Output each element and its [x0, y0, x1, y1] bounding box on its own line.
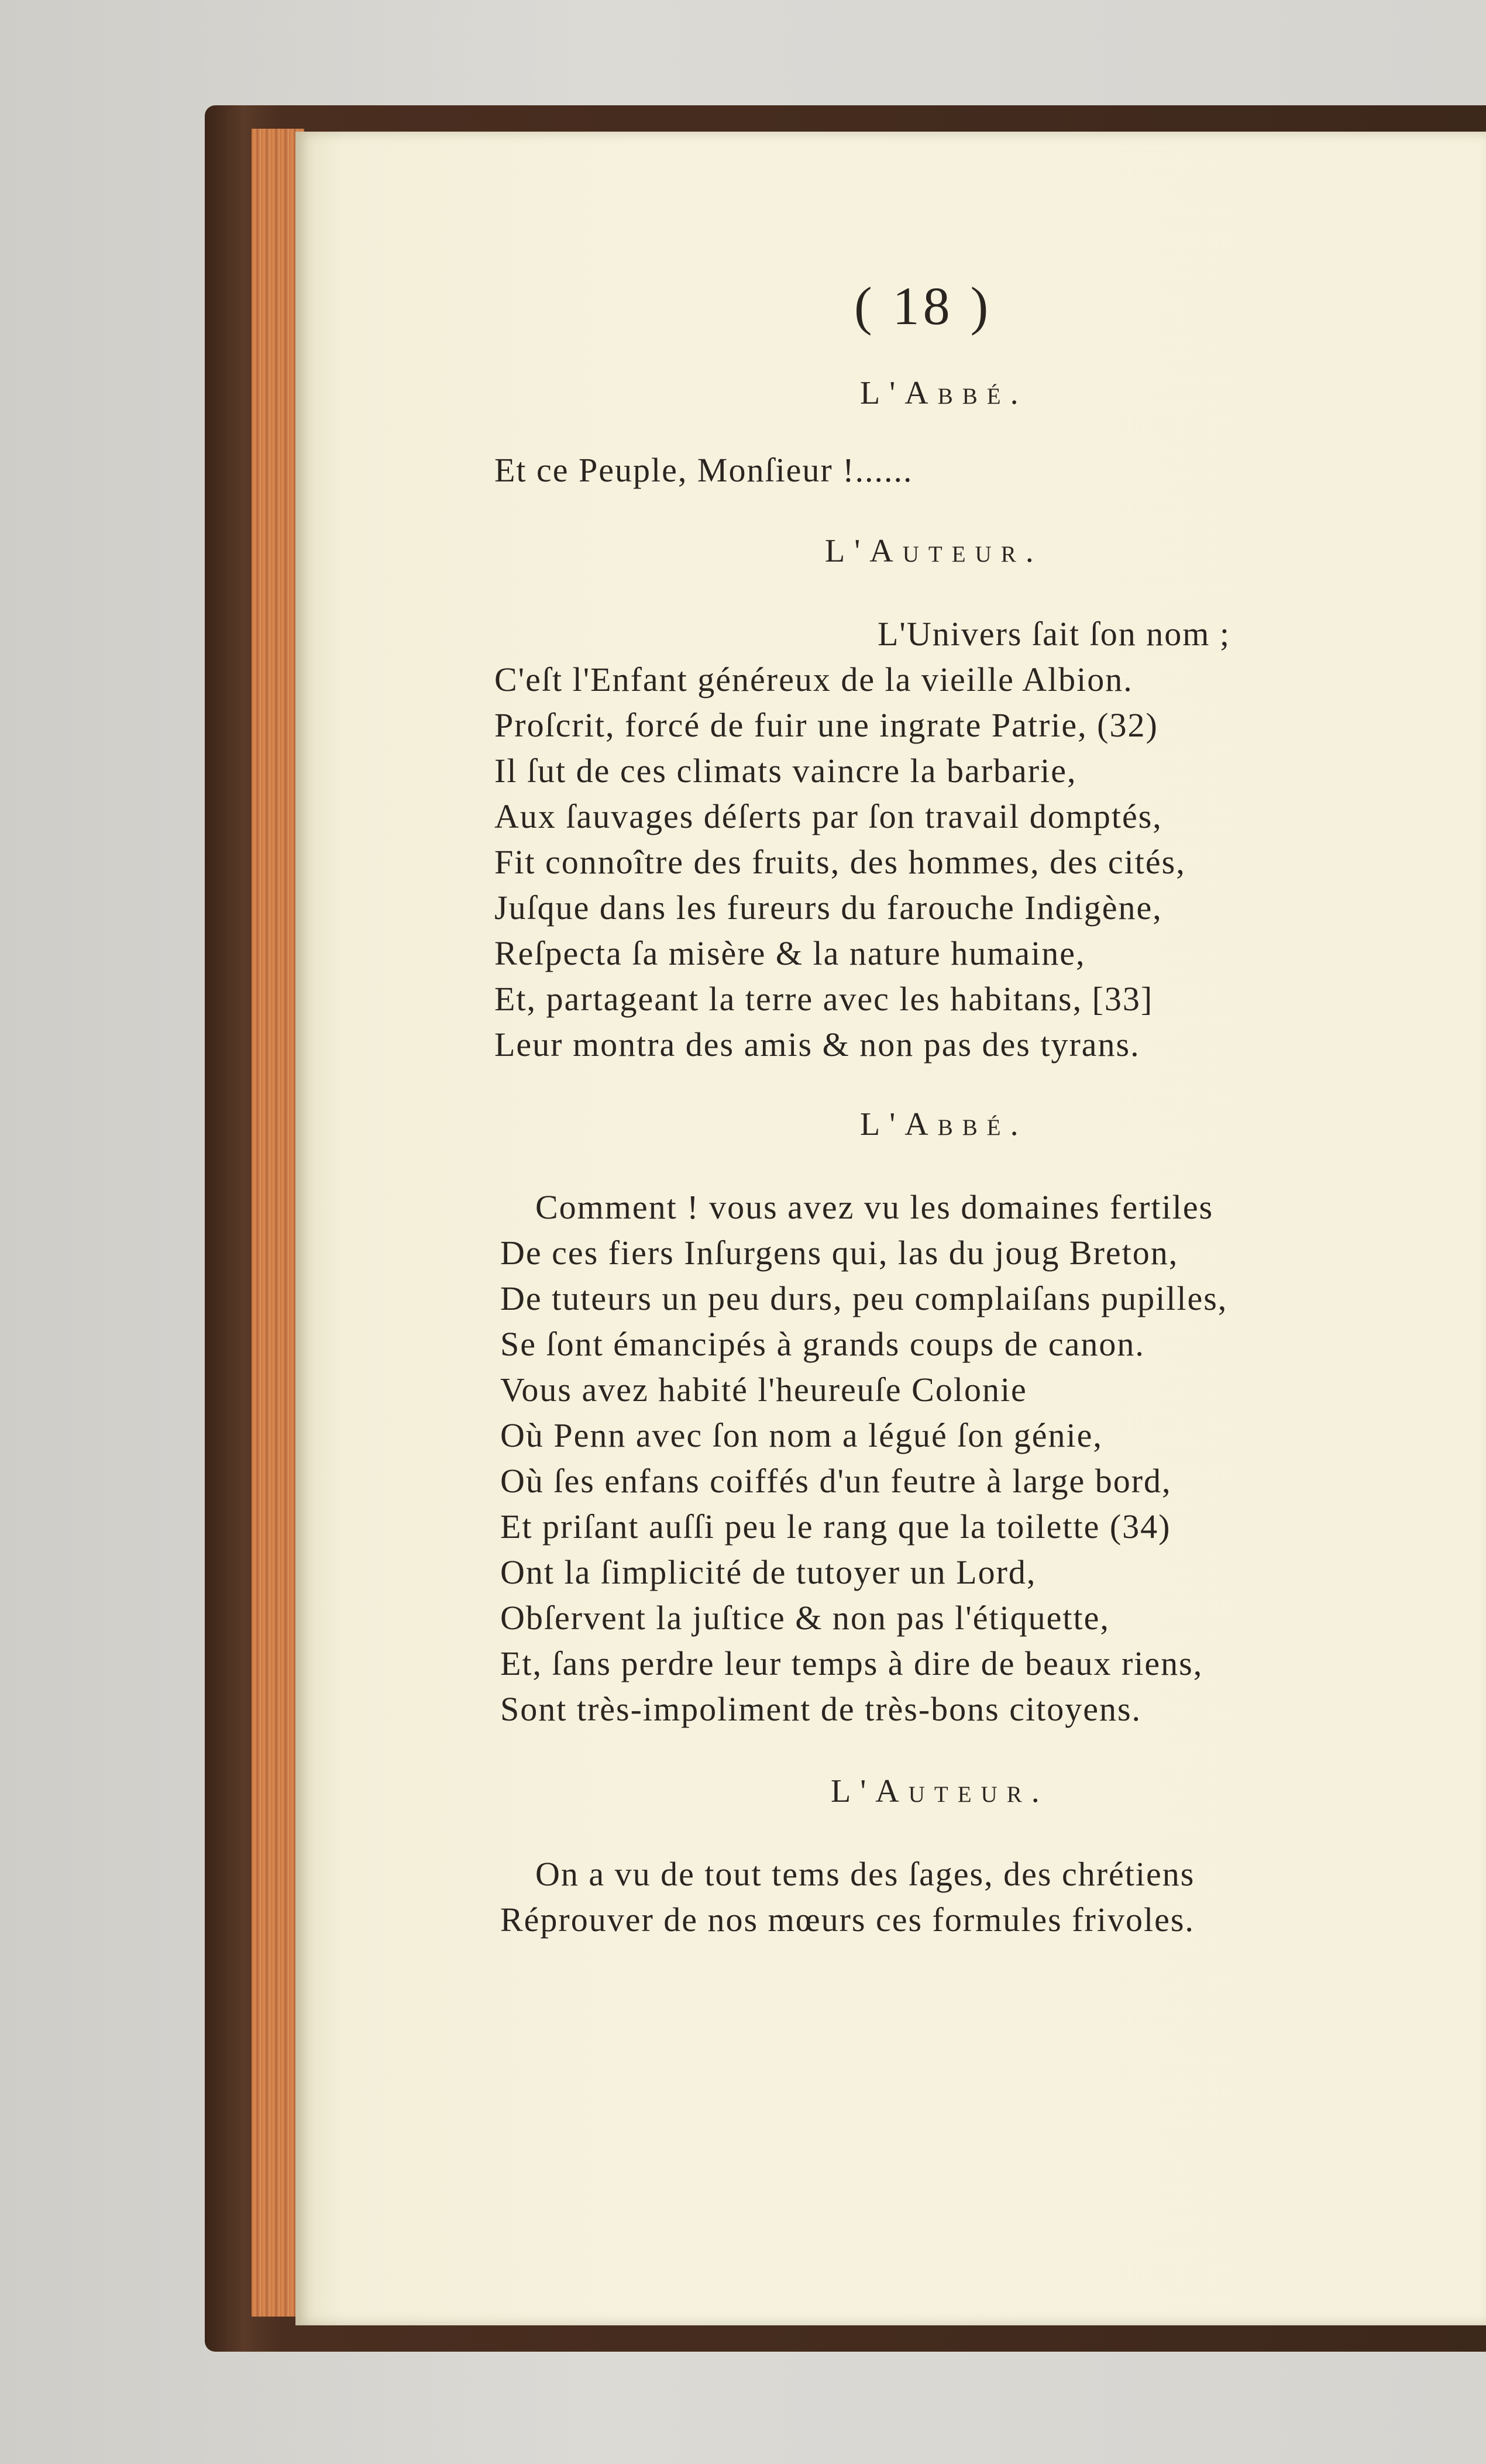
- speaker-heading: L'Auteur.: [831, 1773, 1049, 1809]
- verse-line: L'Univers ſait ſon nom ;: [878, 615, 1230, 653]
- verse-line: Comment ! vous avez vu les domaines fertiles: [535, 1188, 1214, 1226]
- verse-line: Et ce Peuple, Monſieur !......: [494, 451, 913, 489]
- verse-line: De tuteurs un peu durs, peu complaiſans pupilles,: [500, 1279, 1228, 1317]
- verse-line: Ont la ſimplicité de tutoyer un Lord,: [500, 1553, 1037, 1591]
- verse-line: Où Penn avec ſon nom a légué ſon génie,: [500, 1416, 1103, 1454]
- verse-line: Où ſes enfans coiffés d'un feutre à large bord,: [500, 1462, 1172, 1500]
- verse-line: Et, ſans perdre leur temps à dire de beaux riens,: [500, 1644, 1203, 1682]
- verse-line: Juſque dans les fureurs du farouche Indigène,: [494, 889, 1162, 927]
- verse-line: Réprouver de nos mœurs ces formules frivoles.: [500, 1901, 1195, 1939]
- verse-line: Il ſut de ces climats vaincre la barbarie,: [494, 752, 1077, 790]
- verse-line: C'eſt l'Enfant généreux de la vieille Albion.: [494, 660, 1133, 698]
- verse-line: Proſcrit, forcé de fuir une ingrate Patrie, (32): [494, 706, 1158, 744]
- speaker-heading: L'Abbé.: [860, 375, 1028, 411]
- verse-line: Sont très-impoliment de très-bons citoyens.: [500, 1690, 1142, 1728]
- verse-line: On a vu de tout tems des ſages, des chrétiens: [535, 1855, 1195, 1893]
- speaker-heading: L'Auteur.: [825, 533, 1043, 569]
- speaker-heading: L'Abbé.: [860, 1106, 1028, 1142]
- verse-line: Aux ſauvages déſerts par ſon travail domptés,: [494, 797, 1162, 835]
- verse-line: Obſervent la juſtice & non pas l'étiquette,: [500, 1599, 1110, 1637]
- verse-line: Fit connoître des fruits, des hommes, des cités,: [494, 843, 1186, 881]
- verse-line: Reſpecta ſa misère & la nature humaine,: [494, 934, 1086, 972]
- verse-line: Se ſont émancipés à grands coups de canon.: [500, 1325, 1145, 1363]
- verse-line: Et, partageant la terre avec les habitans, [33]: [494, 980, 1154, 1018]
- verse-line: Et priſant auſſi peu le rang que la toilette (34): [500, 1508, 1171, 1546]
- verse-line: De ces fiers Inſurgens qui, las du joug Breton,: [500, 1234, 1179, 1272]
- verse-line: Leur montra des amis & non pas des tyrans.: [494, 1025, 1140, 1064]
- page-number: ( 18 ): [854, 276, 992, 336]
- verse-line: Vous avez habité l'heureuſe Colonie: [500, 1371, 1027, 1409]
